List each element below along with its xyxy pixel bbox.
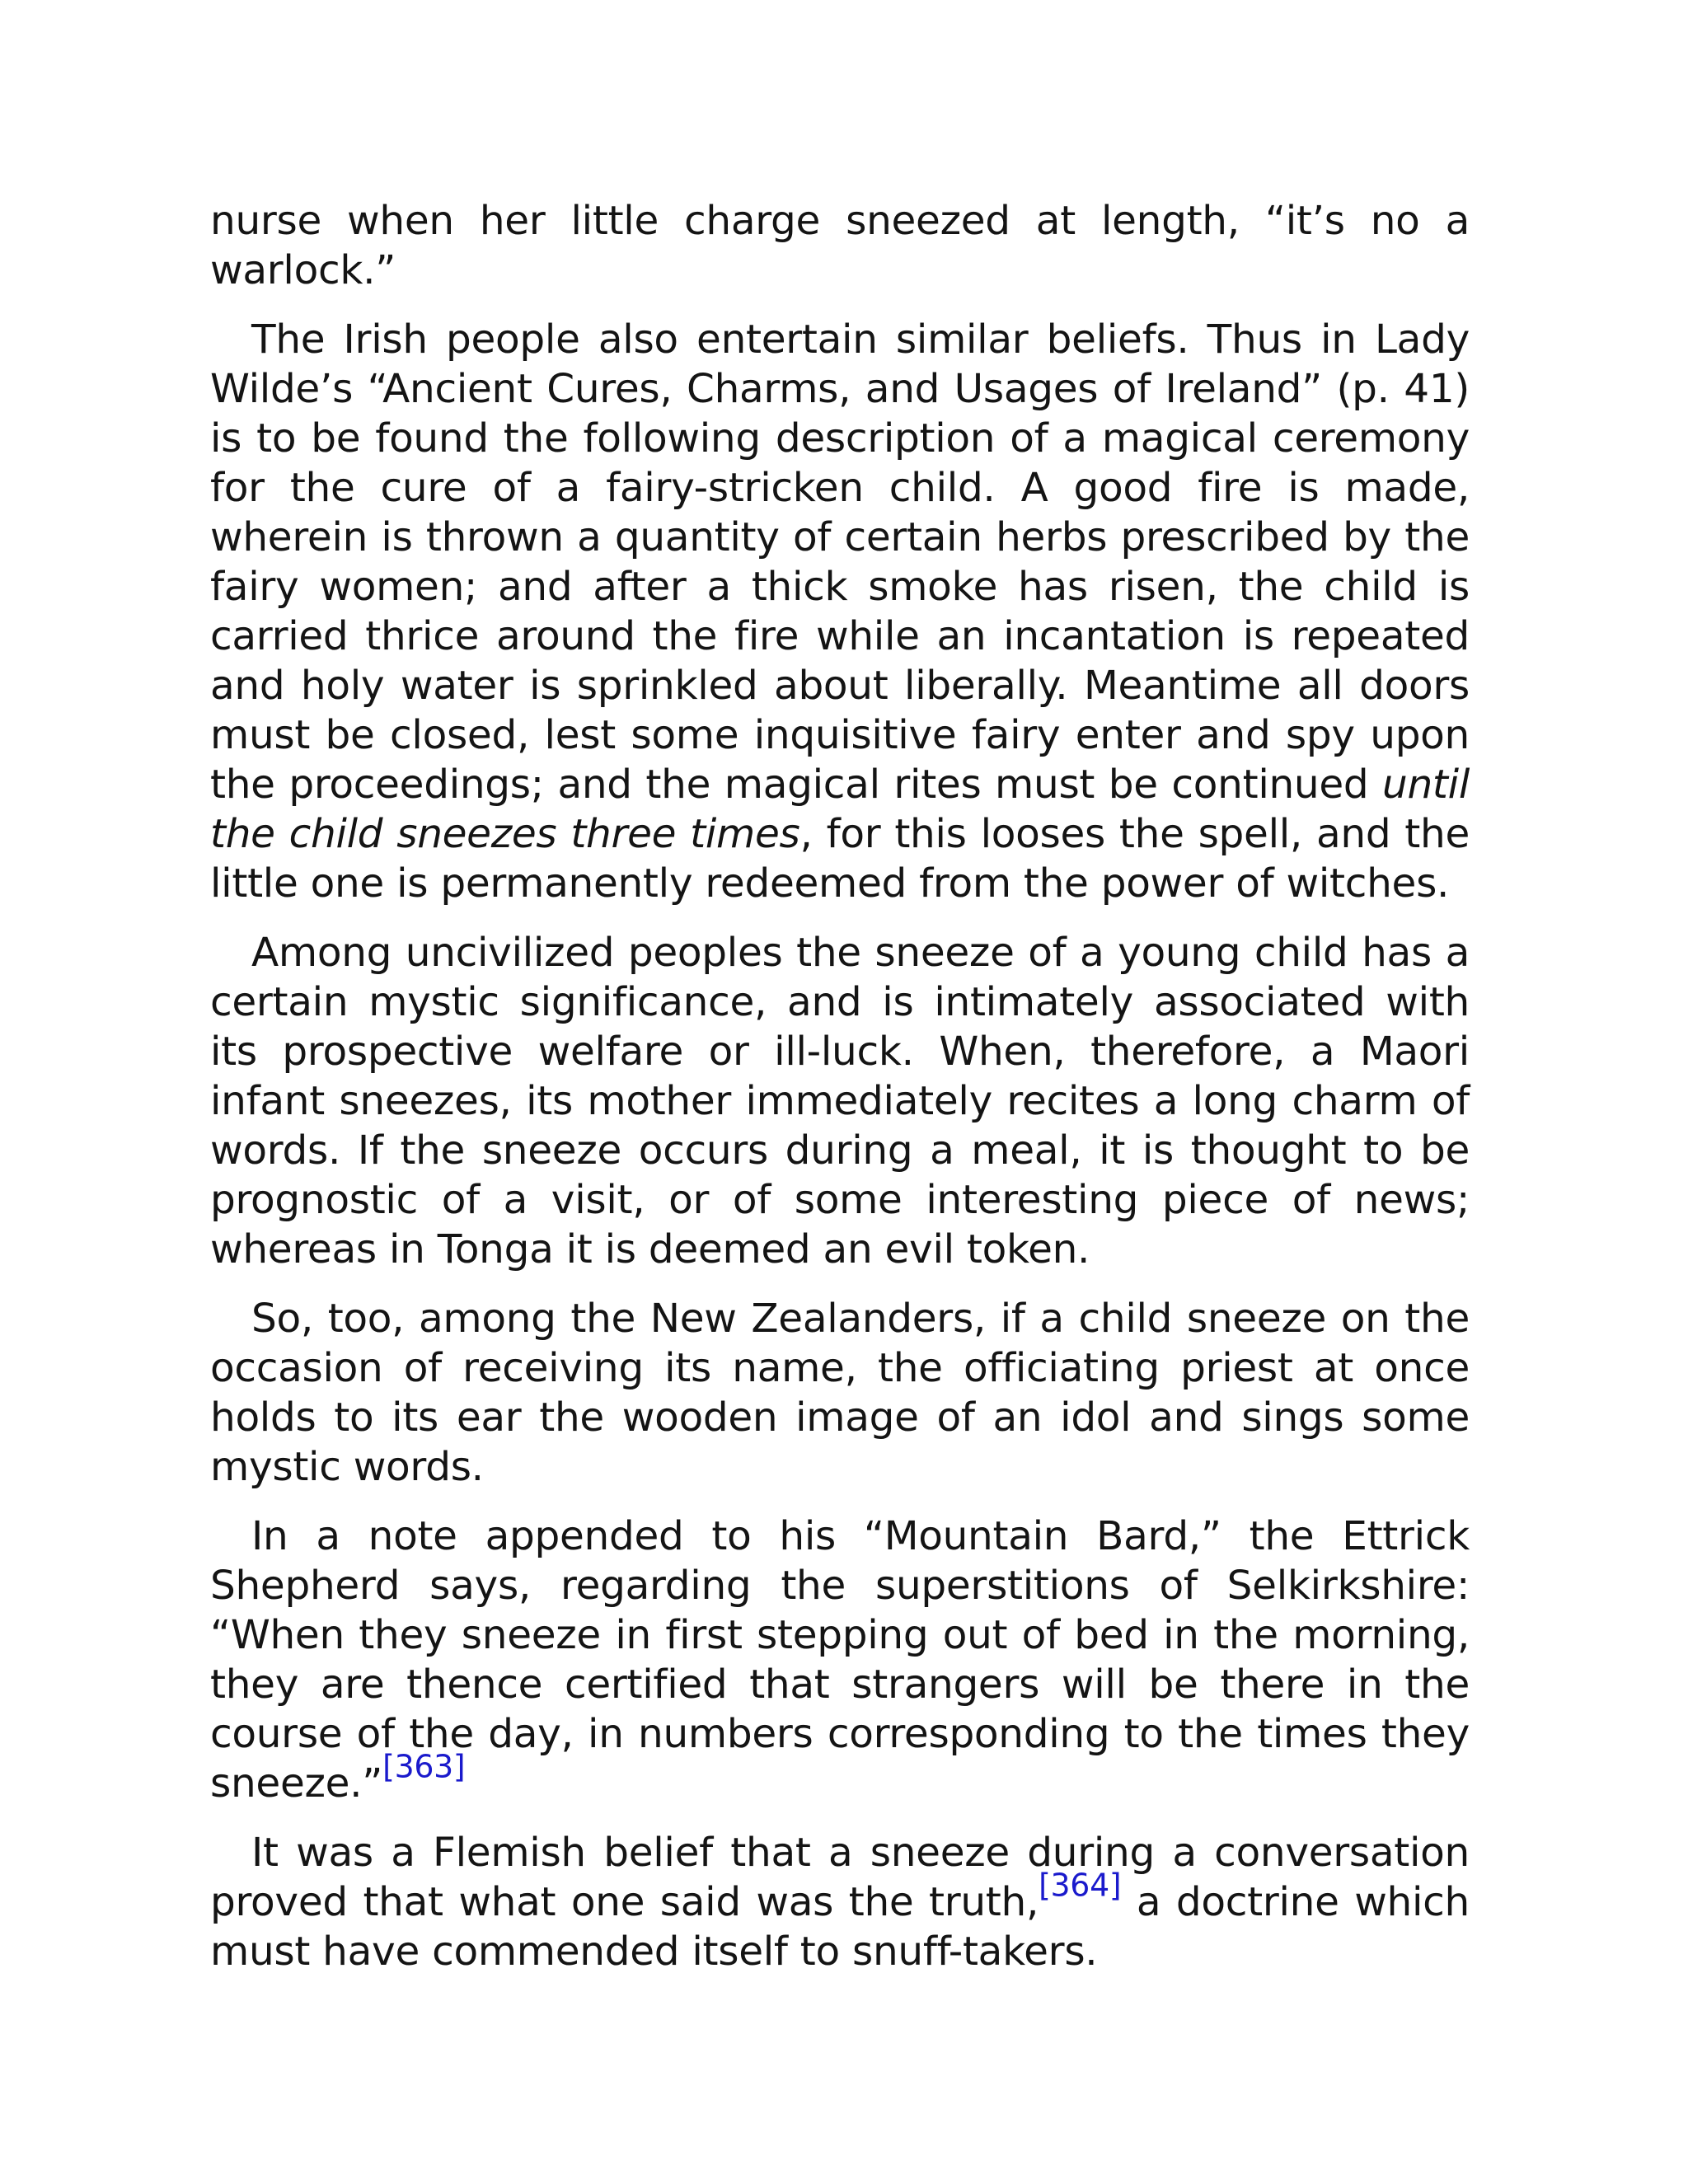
paragraph-2-text-after: , for this looses the spell, and the little one is permanently redeemed from the power of witches. [210, 811, 1470, 907]
paragraph-6 [210, 1828, 1470, 1976]
paragraph-3-text: Among uncivilized peoples the sneeze of a young child has a certain mystic significance, and is intimately associated with its prospective welfare or ill-luck. When, therefore, a Maori infant sneezes, its mother immediately recites a long charm of words. If the sneeze occurs during a meal, it is thought to be prognostic of a visit, or of some interesting piece of news; whereas in Tonga it is deemed an evil token. [210, 930, 1470, 1272]
paragraph-5 [210, 1511, 1470, 1808]
paragraph-2-text-before: The Irish people also entertain similar beliefs. Thus in Lady Wilde’s “Ancient Cures, Charms, and Usages of Ireland” (p. 41) is to be found the following description of a magical ceremony for the cure of a fairy-stricken child. A good fire is made, wherein is thrown a quantity of certain herbs prescribed by the fairy women; and after a thick smoke has risen, the child is carried thrice around the fire while an incantation is repeated and holy water is sprinkled about liberally. Meantime all doors must be closed, lest some inquisitive fairy enter and spy upon the proceedings; and the magical rites must be continued [210, 316, 1470, 808]
paragraph-6-text-after: a doctrine which must have commended itself to snuff-takers. [210, 1879, 1470, 1975]
paragraph-4-text: So, too, among the New Zealanders, if a child sneeze on the occasion of receiving its name, the officiating priest at once holds to its ear the wooden image of an idol and sings some mystic words. [210, 1296, 1470, 1490]
paragraph-2 [210, 315, 1470, 908]
paragraph-6-text-before: It was a Flemish belief that a sneeze during a conversation proved that what one said was the truth, [210, 1830, 1470, 1925]
footnote-link-364[interactable]: [364] [1039, 1867, 1122, 1904]
paragraph-1 [210, 196, 1470, 295]
paragraph-1-text: nurse when her little charge sneezed at length, “it’s no a warlock.” [210, 198, 1470, 293]
paragraph-2-emphasis: until the child sneezes three times [210, 762, 1470, 857]
page-body [210, 196, 1470, 1996]
paragraph-4 [210, 1294, 1470, 1492]
footnote-link-363[interactable]: [363] [382, 1748, 466, 1785]
paragraph-3 [210, 928, 1470, 1274]
paragraph-5-text: In a note appended to his “Mountain Bard,” the Ettrick Shepherd says, regarding the superstitions of Selkirkshire: “When they sneeze in first stepping out of bed in the morning, they are thence certified that strangers will be there in the course of the day, in numbers corresponding to the times they sneeze.” [210, 1513, 1470, 1807]
